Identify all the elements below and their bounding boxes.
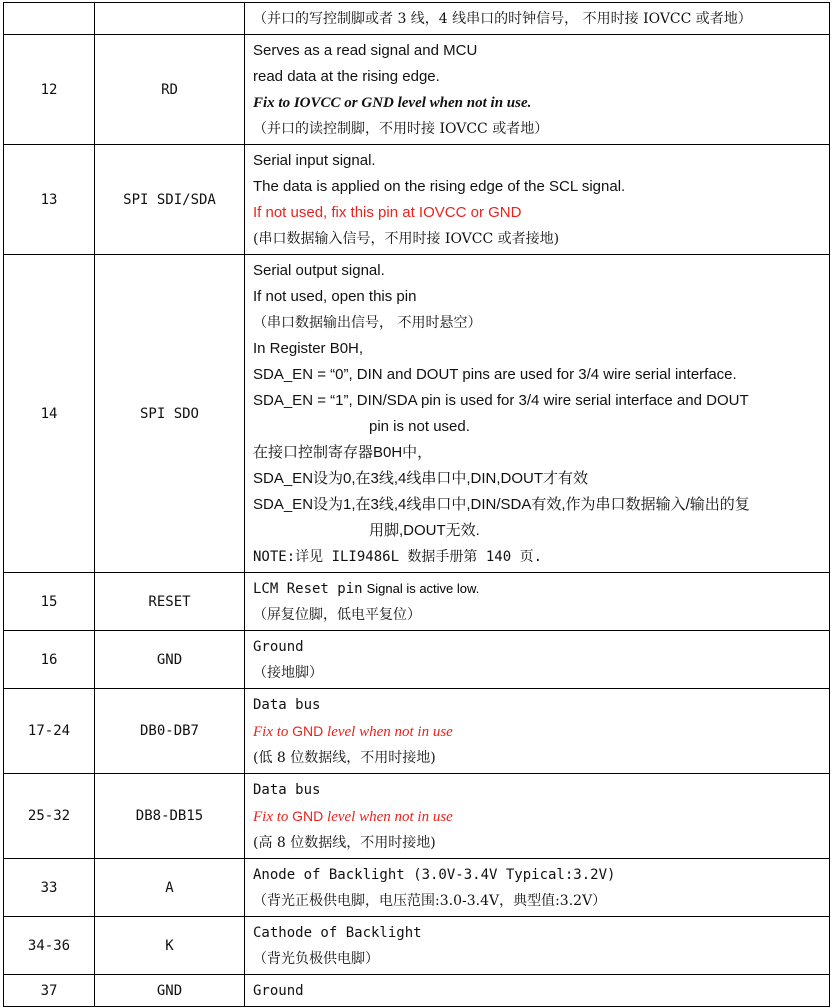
description-line: Serial input signal. xyxy=(253,152,376,169)
pin-description xyxy=(245,774,830,859)
pin-name: K xyxy=(95,917,245,975)
pin-number: 33 xyxy=(4,859,95,917)
pin-description xyxy=(245,573,830,631)
description-line: 在接口控制寄存器B0H中， xyxy=(253,444,433,461)
pin-name: SPI SDI/SDA xyxy=(95,145,245,255)
table-row xyxy=(4,145,830,255)
description-line: Ground xyxy=(253,983,304,999)
description-line: （并口的写控制脚或者 3 线，4 线串口的时钟信号， 不用时接 IOVCC 或者地） xyxy=(253,11,752,27)
pin-number: 34-36 xyxy=(4,917,95,975)
description-fragment: GND xyxy=(292,808,324,824)
description-line: Serves as a read signal and MCU xyxy=(253,42,478,59)
description-fragment: Fix to xyxy=(253,724,289,740)
description-fragment: Fix to xyxy=(253,809,289,825)
table-row xyxy=(4,631,830,689)
description-line: If not used, open this pin xyxy=(253,288,417,305)
pin-number xyxy=(4,3,95,35)
table-row xyxy=(4,774,830,859)
description-line: Anode of Backlight (3.0V-3.4V Typical:3.2V) xyxy=(253,867,616,883)
description-line: pin is not used. xyxy=(369,418,470,435)
description-line: SDA_EN设为1,在3线,4线串口中,DIN/SDA有效,作为串口数据输入/输出的复 xyxy=(253,496,750,513)
description-line: Data bus xyxy=(253,782,321,798)
description-line: （接地脚） xyxy=(253,665,323,681)
pin-name: DB0-DB7 xyxy=(95,689,245,774)
pin-number: 17-24 xyxy=(4,689,95,774)
pin-name xyxy=(95,3,245,35)
pin-number: 15 xyxy=(4,573,95,631)
description-line: In Register B0H, xyxy=(253,340,364,357)
description-line: （并口的读控制脚，不用时接 IOVCC 或者地） xyxy=(253,121,549,137)
pin-name: GND xyxy=(95,631,245,689)
description-line: （屏复位脚，低电平复位） xyxy=(253,607,421,623)
table-row xyxy=(4,255,830,573)
pin-description xyxy=(245,255,830,573)
description-fragment: GND xyxy=(292,723,324,739)
table-row xyxy=(4,35,830,145)
description-line: （串口数据输出信号， 不用时悬空） xyxy=(253,315,482,331)
description-line: (串口数据输入信号，不用时接 IOVCC 或者接地) xyxy=(253,231,560,247)
description-line: SDA_EN设为0,在3线,4线串口中,DIN,DOUT才有效 xyxy=(253,470,589,487)
pin-description xyxy=(245,35,830,145)
description-line: read data at the rising edge. xyxy=(253,68,440,85)
table-row xyxy=(4,975,830,1007)
pin-description xyxy=(245,3,830,35)
table-row xyxy=(4,573,830,631)
pin-name: SPI SDO xyxy=(95,255,245,573)
pin-description xyxy=(245,859,830,917)
pin-number: 16 xyxy=(4,631,95,689)
description-line xyxy=(253,803,823,830)
pin-number: 25-32 xyxy=(4,774,95,859)
description-line: Serial output signal. xyxy=(253,262,385,279)
pin-table xyxy=(3,2,830,1007)
pin-description xyxy=(245,689,830,774)
pin-name: RD xyxy=(95,35,245,145)
description-fragment: LCM Reset pin xyxy=(253,581,363,597)
description-line: Data bus xyxy=(253,697,321,713)
pin-name: A xyxy=(95,859,245,917)
description-line: 用脚,DOUT无效. xyxy=(369,522,480,539)
pin-number: 12 xyxy=(4,35,95,145)
description-line: If not used, fix this pin at IOVCC or GND xyxy=(253,204,522,221)
pin-number: 13 xyxy=(4,145,95,255)
pin-description xyxy=(245,631,830,689)
description-line xyxy=(253,576,823,602)
description-fragment: level when not in use xyxy=(327,724,453,740)
description-line: （背光正极供电脚，电压范围:3.0-3.4V，典型值:3.2V） xyxy=(253,893,607,909)
description-line: SDA_EN = “1”, DIN/SDA pin is used for 3/4 wire serial interface and DOUT xyxy=(253,392,749,409)
pin-name: RESET xyxy=(95,573,245,631)
pin-description xyxy=(245,145,830,255)
description-line: (低 8 位数据线，不用时接地) xyxy=(253,750,436,766)
description-line: NOTE:详见 ILI9486L 数据手册第 140 页. xyxy=(253,549,543,565)
description-fragment: Signal is active low. xyxy=(366,581,480,596)
pin-description xyxy=(245,917,830,975)
description-line: The data is applied on the rising edge of the SCL signal. xyxy=(253,178,626,195)
table-row xyxy=(4,3,830,35)
table-row xyxy=(4,689,830,774)
description-line: Cathode of Backlight xyxy=(253,925,422,941)
description-line: Ground xyxy=(253,639,304,655)
description-line: (高 8 位数据线，不用时接地) xyxy=(253,835,436,851)
description-line: Fix to IOVCC or GND level when not in use. xyxy=(253,95,532,111)
pin-name: GND xyxy=(95,975,245,1007)
pin-number: 14 xyxy=(4,255,95,573)
pin-number: 37 xyxy=(4,975,95,1007)
description-line: （背光负极供电脚） xyxy=(253,951,379,967)
description-line: SDA_EN = “0”, DIN and DOUT pins are used for 3/4 wire serial interface. xyxy=(253,366,737,383)
pin-name: DB8-DB15 xyxy=(95,774,245,859)
description-fragment: level when not in use xyxy=(327,809,453,825)
description-line xyxy=(253,718,823,745)
table-row xyxy=(4,917,830,975)
table-row xyxy=(4,859,830,917)
pin-description xyxy=(245,975,830,1007)
